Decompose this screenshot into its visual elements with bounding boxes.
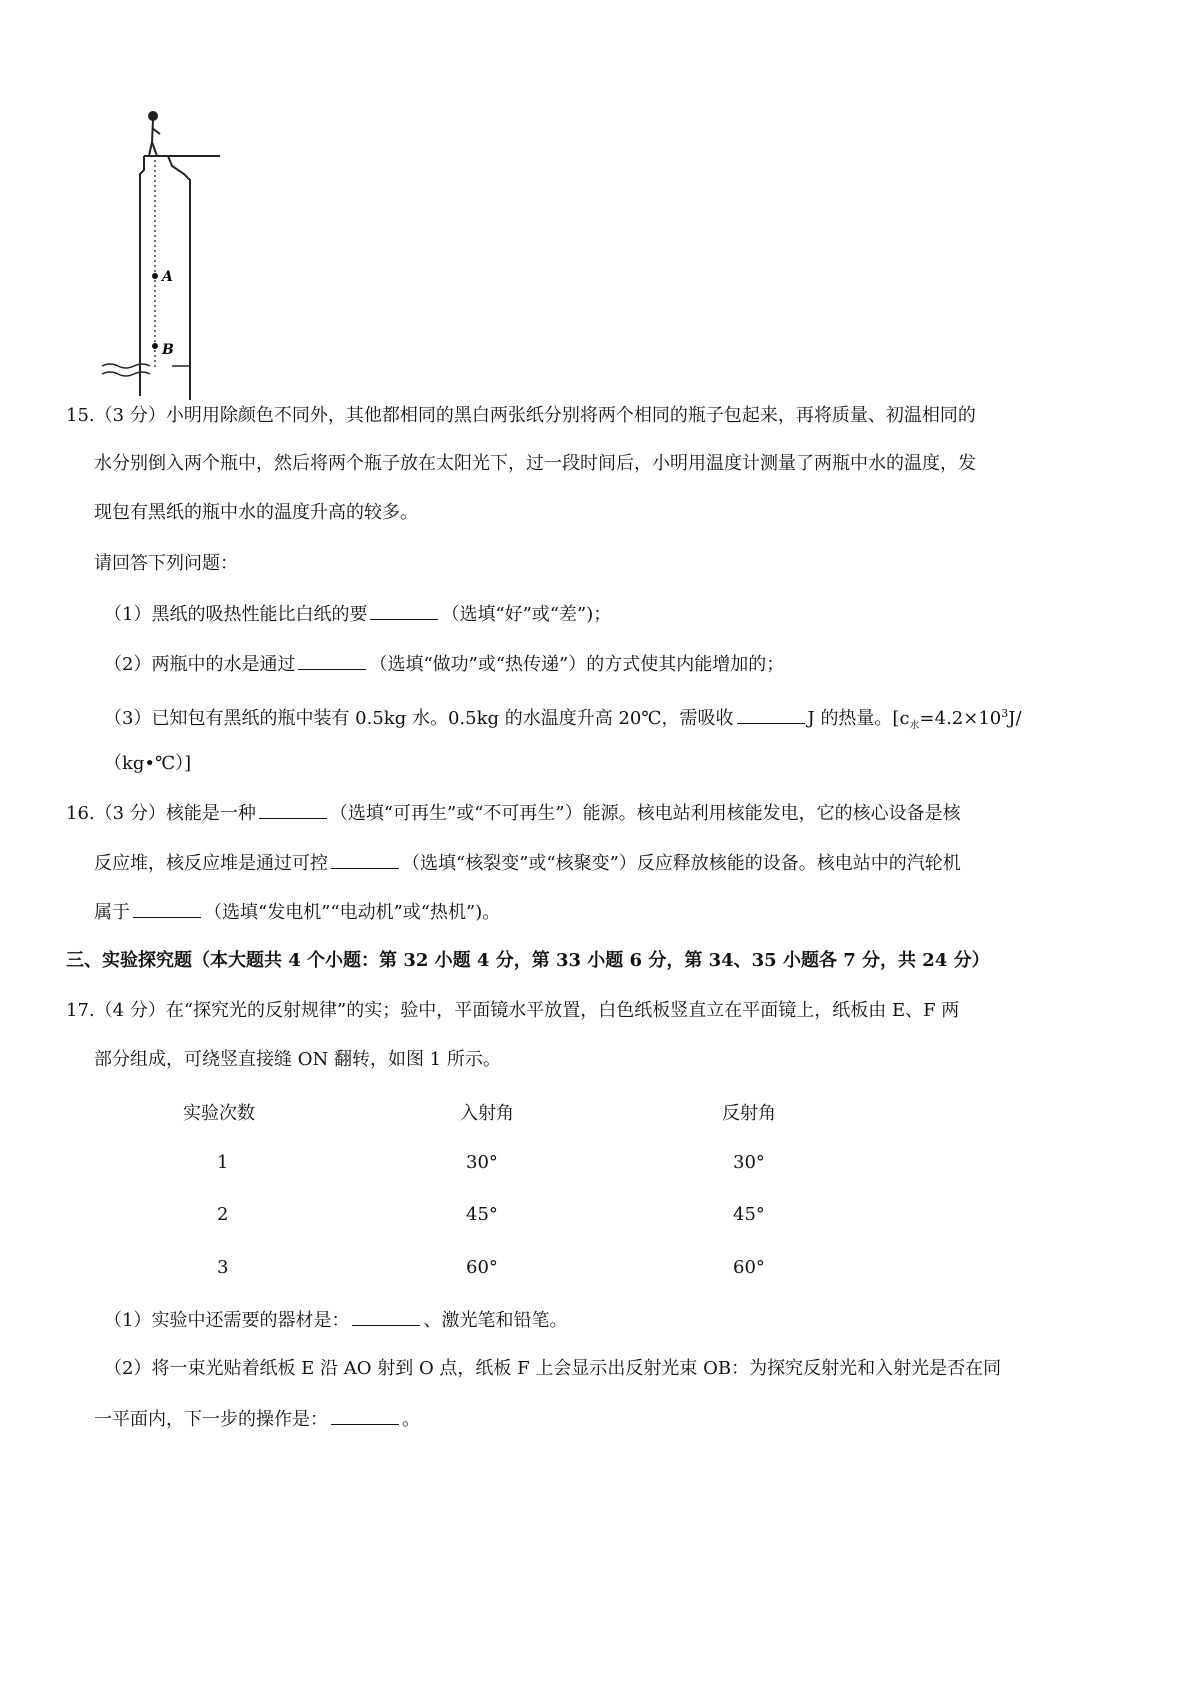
- q15-score: （3 分）: [94, 405, 166, 426]
- answer-blank[interactable]: [331, 850, 399, 869]
- q15-part1: （1）黑纸的吸热性能比白纸的要 （选填“好”或“差”)；: [104, 601, 611, 628]
- q16-line2: 反应堆，核反应堆是通过可控 （选填“核裂变”或“核聚变”）反应释放核能的设备。核电站中的汽轮机: [94, 850, 961, 877]
- diver-icon: [149, 112, 160, 156]
- q17-score: （4 分）: [94, 1000, 166, 1021]
- water-wave-2: [102, 372, 150, 376]
- q16-line1: 16.（3 分）核能是一种 （选填“可再生”或“不可再生”）能源。核电站利用核能发电，它的核心设备是核: [66, 800, 961, 827]
- q15-line1: 15.（3 分）小明用除颜色不同外，其他都相同的黑白两张纸分别将两个相同的瓶子包起来，再将质量、初温相同的: [66, 405, 976, 426]
- q16-number: 16.: [66, 803, 95, 824]
- table-cell: 45°: [733, 1204, 765, 1225]
- q15-prompt: 请回答下列问题：: [94, 553, 238, 574]
- q15-part3: （3）已知包有黑纸的瓶中装有 0.5kg 水。0.5kg 的水温度升高 20℃，需吸收 J 的热量。[$c_水=4.2\times 10^3J/$: [104, 707, 1022, 732]
- q17-line1: 17.（4 分）在“探究光的反射规律”的实；验中，平面镜水平放置，白色纸板竖直立在平面镜上，纸板由 E、F 两: [66, 1000, 960, 1021]
- answer-blank[interactable]: [370, 601, 438, 620]
- answer-blank[interactable]: [737, 705, 805, 724]
- answer-blank[interactable]: [259, 800, 327, 819]
- table-cell: 1: [217, 1152, 229, 1173]
- answer-blank[interactable]: [298, 651, 366, 670]
- q15-part3-unit-line: （kg•℃）]: [104, 753, 192, 774]
- label-b: B: [162, 342, 174, 358]
- label-a: A: [162, 269, 173, 285]
- table-cell: 2: [217, 1204, 229, 1225]
- table-cell: 30°: [466, 1152, 498, 1173]
- q16-score: （3 分）: [94, 803, 166, 824]
- q17-part1: （1）实验中还需要的器材是： 、激光笔和铅笔。: [104, 1307, 567, 1334]
- table-cell: 60°: [466, 1257, 498, 1278]
- cliff-left: [140, 156, 144, 396]
- q17-line2: 部分组成，可绕竖直接缝 ON 翻转，如图 1 所示。: [94, 1049, 501, 1070]
- water-wave-1: [102, 364, 150, 368]
- q17-number: 17.: [66, 1000, 95, 1021]
- section-heading: 三、实验探究题（本大题共 4 个小题：第 32 小题 4 分，第 33 小题 6 分，第 34、35 小题各 7 分，共 24 分）: [66, 950, 990, 971]
- answer-blank[interactable]: [352, 1307, 420, 1326]
- q15-part2: （2）两瓶中的水是通过 （选填“做功”或“热传递”）的方式使其内能增加的；: [104, 651, 784, 678]
- table-cell: 60°: [733, 1257, 765, 1278]
- point-a: [152, 273, 158, 279]
- table-cell: 30°: [733, 1152, 765, 1173]
- q17-part2-line1: （2）将一束光贴着纸板 E 沿 AO 射到 O 点，纸板 F 上会显示出反射光束 OB：为探究反射光和入射光是否在同: [104, 1358, 1002, 1379]
- diving-cliff-figure: [100, 108, 230, 418]
- q15-line3: 现包有黑纸的瓶中水的温度升高的较多。: [94, 502, 418, 523]
- table-header: 实验次数: [183, 1103, 255, 1124]
- table-header: 入射角: [460, 1103, 514, 1124]
- table-header: 反射角: [722, 1103, 776, 1124]
- q15-line2: 水分别倒入两个瓶中，然后将两个瓶子放在太阳光下，过一段时间后，小明用温度计测量了两瓶中水的温度，发: [94, 453, 976, 474]
- table-cell: 45°: [466, 1204, 498, 1225]
- q16-line3: 属于 （选填“发电机”“电动机”或“热机”)。: [94, 899, 500, 926]
- answer-blank[interactable]: [133, 899, 201, 918]
- table-cell: 3: [217, 1257, 229, 1278]
- point-b: [152, 343, 158, 349]
- q15-number: 15.: [66, 405, 95, 426]
- answer-blank[interactable]: [331, 1406, 399, 1425]
- q17-part2-line2: 一平面内，下一步的操作是： 。: [94, 1406, 420, 1433]
